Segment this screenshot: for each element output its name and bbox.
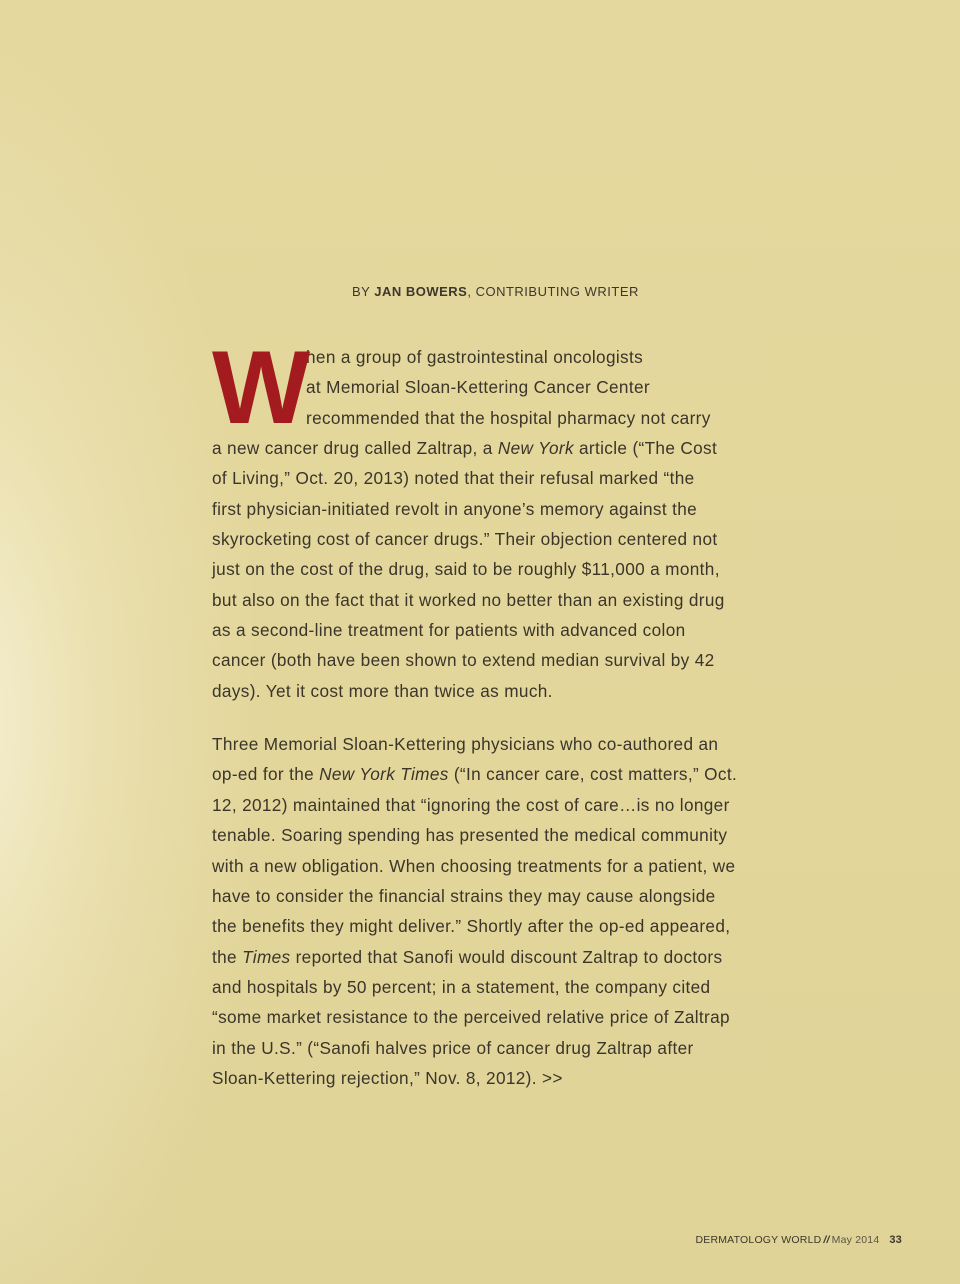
article-line [212, 615, 772, 645]
text-segment: reported that Sanofi would discount Zaltrap to doctors [290, 946, 723, 967]
article-line [212, 942, 772, 972]
text-segment: op-ed for the [212, 764, 320, 785]
article-body [212, 330, 772, 1093]
text-segment: just on the cost of the drug, said to be roughly $11,000 a month, [212, 559, 720, 580]
text-segment: have to consider the financial strains they may cause alongside [212, 885, 716, 906]
text-segment: as a second-line treatment for patients with advanced colon [212, 620, 686, 641]
article-line [212, 645, 772, 675]
byline-role: , CONTRIBUTING WRITER [467, 284, 639, 299]
article-line [212, 1063, 772, 1093]
text-segment: and hospitals by 50 percent; in a statement, the company cited [212, 976, 711, 997]
article-line [212, 759, 772, 789]
byline-author: JAN BOWERS [374, 284, 468, 299]
text-segment: hen a group of gastrointestinal oncologists [306, 347, 644, 367]
text-segment: days). Yet it cost more than twice as much. [212, 680, 553, 701]
page-number: 33 [889, 1234, 902, 1246]
text-segment: tenable. Soaring spending has presented the medical community [212, 825, 728, 846]
text-segment: article (“The Cost [573, 438, 718, 459]
text-segment: with a new obligation. When choosing treatments for a patient, we [212, 855, 736, 876]
article-line [212, 881, 772, 911]
footer-separator: // [823, 1234, 830, 1246]
text-segment: cancer (both have been shown to extend median survival by 42 [212, 650, 715, 671]
article-paragraph-2 [212, 729, 772, 1093]
paragraph-spacer [212, 706, 772, 729]
text-segment: the [212, 946, 243, 967]
article-line [212, 463, 772, 493]
article-line [212, 585, 772, 615]
italic-title: Times [242, 946, 291, 967]
drop-cap: W [212, 330, 307, 446]
italic-title: New York [497, 438, 574, 459]
page-footer [695, 1234, 902, 1246]
text-segment: “some market resistance to the perceived relative price of Zaltrap [212, 1007, 730, 1028]
text-segment: first physician-initiated revolt in anyone’s memory against the [212, 498, 698, 519]
footer-date: May 2014 [831, 1234, 880, 1246]
text-segment: skyrocketing cost of cancer drugs.” Their objection centered not [212, 529, 718, 550]
text-segment: Three Memorial Sloan-Kettering physicians who co-authored an [212, 734, 719, 755]
article-line [212, 972, 772, 1002]
text-segment: (“In cancer care, cost matters,” Oct. [448, 764, 738, 785]
article-line [212, 524, 772, 554]
article-line [212, 911, 772, 941]
article-line [212, 790, 772, 820]
text-segment: 12, 2012) maintained that “ignoring the cost of care…is no longer [212, 794, 730, 815]
italic-title: New York Times [319, 764, 449, 785]
article-line [212, 1033, 772, 1063]
article-line [212, 494, 772, 524]
text-segment: a new cancer drug called Zaltrap, a [212, 438, 498, 459]
article-line [212, 554, 772, 584]
text-segment: recommended that the hospital pharmacy not carry [306, 407, 711, 428]
article-line [212, 729, 772, 759]
footer-publication: DERMATOLOGY WORLD [695, 1234, 822, 1246]
article-line [212, 820, 772, 850]
text-segment: Sloan-Kettering rejection,” Nov. 8, 2012). >> [212, 1067, 563, 1088]
text-segment: at Memorial Sloan-Kettering Cancer Center [306, 377, 650, 398]
article-line [212, 851, 772, 881]
text-segment: the benefits they might deliver.” Shortly after the op-ed appeared, [212, 916, 731, 937]
byline-prefix: BY [352, 284, 375, 299]
article-line [212, 676, 772, 706]
text-segment: but also on the fact that it worked no better than an existing drug [212, 589, 725, 610]
article-line [212, 1002, 772, 1032]
text-segment: in the U.S.” (“Sanofi halves price of cancer drug Zaltrap after [212, 1037, 694, 1058]
byline [352, 284, 639, 299]
text-segment: of Living,” Oct. 20, 2013) noted that their refusal marked “the [212, 468, 695, 489]
